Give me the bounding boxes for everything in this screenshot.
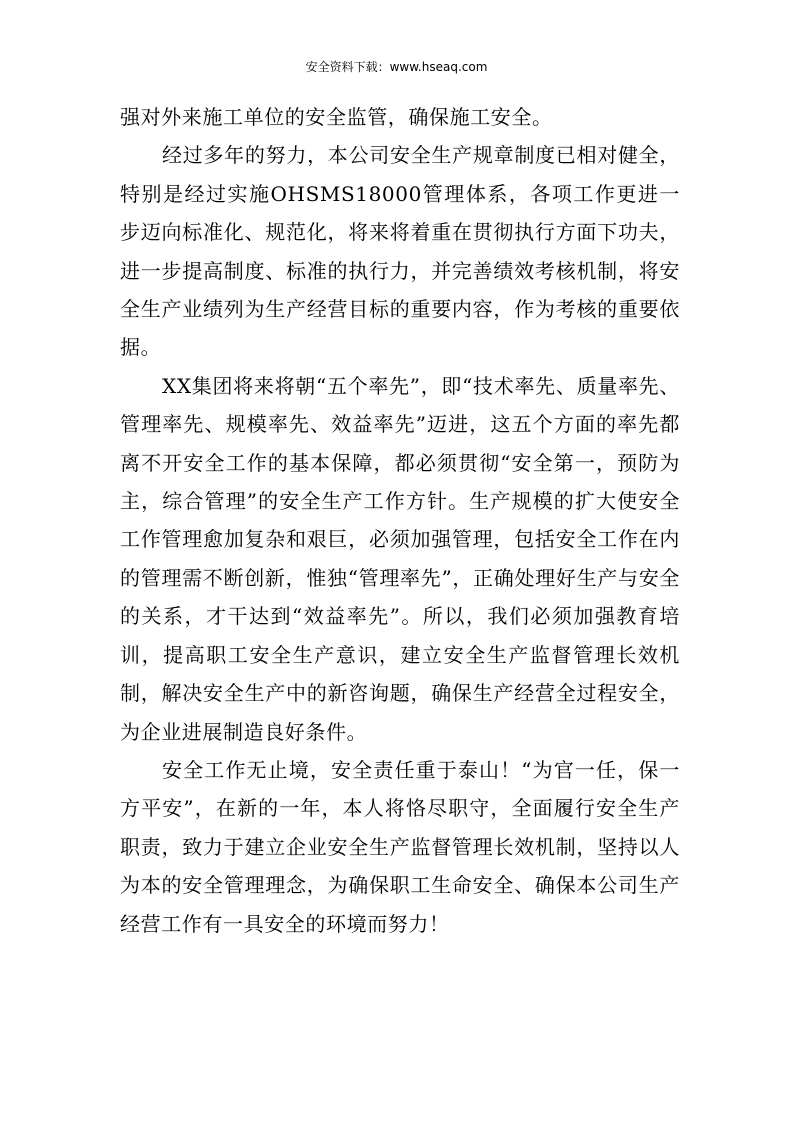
page-header: 安全资料下载：www.hseaq.com [305,60,488,74]
paragraph: XX集团将来将朝“五个率先”，即“技术率先、质量率先、管理率先、规模率先、效益率先”迈进，这五个方面的率先都离不开安全工作的基本保障，都必须贯彻“安全第一，预防为主，综合管理”的安全生产工作方针。生产规模的扩大使安全工作管理愈加复杂和艰巨，必须加强管理，包括安全工作在内的管理需不断创新，惟独“管理率先”，正确处理好生产与安全的关系，才干达到“效益率先”。所以，我们必须加强教育培训，提高职工安全生产意识，建立安全生产监督管理长效机制，解决安全生产中的新咨询题，确保生产经营全过程安全，为企业进展制造良好条件。 [120,373,680,744]
document-body [120,98,680,943]
paragraph: 安全工作无止境，安全责任重于泰山！“为官一任，保一方平安”，在新的一年，本人将恪尽职守，全面履行安全生产职责，致力于建立企业安全生产监督管理长效机制，坚持以人为本的安全管理理念，为确保职工生命安全、确保本公司生产经营工作有一具安全的环境而努力！ [120,757,680,936]
paragraph: 经过多年的努力，本公司安全生产规章制度已相对健全，特别是经过实施OHSMS18000管理体系，各项工作更进一步迈向标准化、规范化，将来将着重在贯彻执行方面下功夫，进一步提高制度、标准的执行力，并完善绩效考核机制，将安全生产业绩列为生产经营目标的重要内容，作为考核的重要依据。 [120,143,680,360]
paragraph-continuation: 强对外来施工单位的安全监管，确保施工安全。 [120,105,553,129]
